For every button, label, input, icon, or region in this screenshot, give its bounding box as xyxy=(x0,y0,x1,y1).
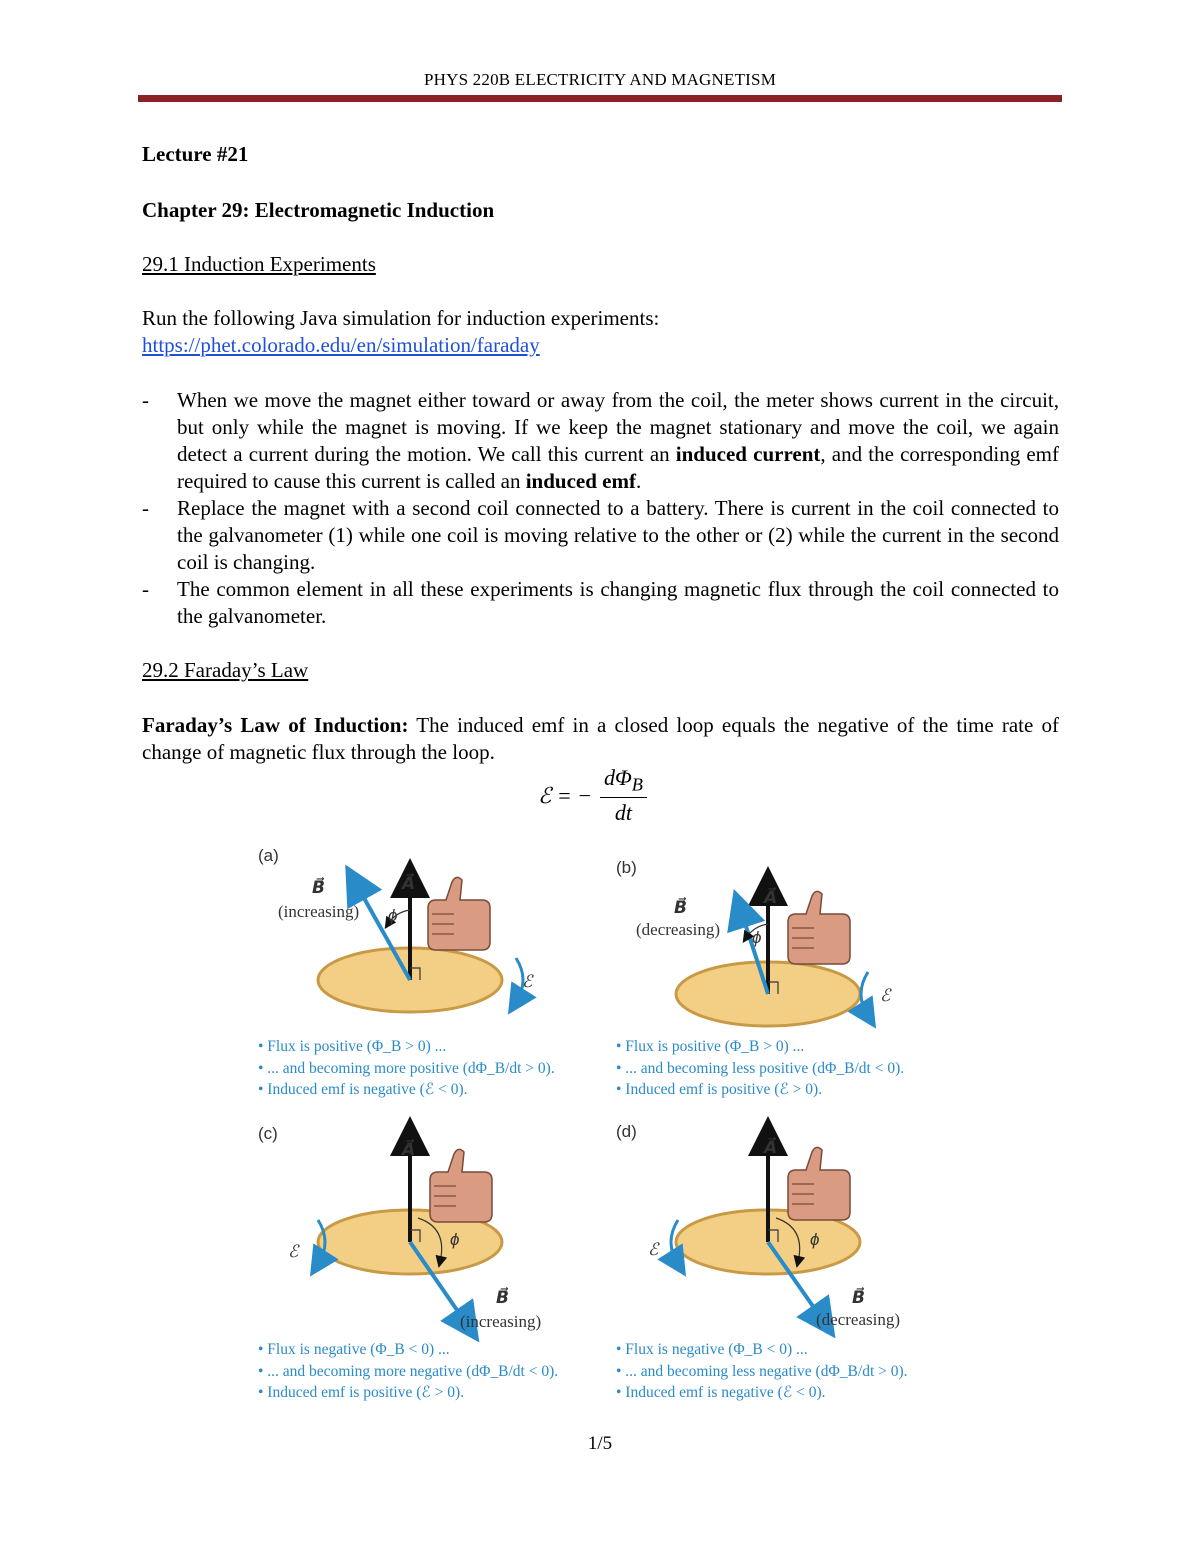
bullet-text: When we move the magnet either toward or away from the coil, the meter shows current in the circuit, but only while the magnet is moving. If we keep the magnet stationary and move the coil, we again detect a current during the motion. We call this current an xyxy=(177,388,1059,466)
caption-block-b xyxy=(616,1036,904,1101)
caption-line: • ... and becoming more positive (dΦ_B/dt > 0). xyxy=(258,1059,555,1077)
emf-direction-arrow xyxy=(861,972,868,1016)
emf-label: ℰ xyxy=(522,972,533,991)
b-state-label: (decreasing) xyxy=(636,920,721,939)
panel-label-b: (b) xyxy=(616,858,637,877)
equation-lhs: ℰ = − xyxy=(538,782,593,808)
term-induced-emf: induced emf xyxy=(525,469,636,493)
caption-line: • Flux is positive (Φ_B > 0) ... xyxy=(258,1038,447,1055)
bullet-dash: - xyxy=(142,388,149,412)
simulation-link[interactable]: https://phet.colorado.edu/en/simulation/faraday xyxy=(142,333,540,357)
equation-denominator: dt xyxy=(614,800,633,826)
a-vector-label: A⃗ xyxy=(402,874,416,893)
bullet-text: . xyxy=(635,469,642,493)
caption-line: • ... and becoming less negative (dΦ_B/dt > 0). xyxy=(616,1362,908,1380)
caption-line: • Flux is negative (Φ_B < 0) ... xyxy=(258,1341,450,1358)
section-heading-2: 29.2 Faraday’s Law xyxy=(142,658,309,682)
b-vector-label: B⃗ xyxy=(852,1288,865,1307)
bullet-item xyxy=(142,495,1059,576)
caption-line: • ... and becoming less positive (dΦ_B/dt < 0). xyxy=(616,1059,905,1077)
bullet-item xyxy=(142,576,1059,630)
a-vector-label: A⃗ xyxy=(764,1138,778,1157)
equation-fraction xyxy=(600,765,647,826)
law-text: The induced emf in a closed loop equals the negative of the time rate of change of magnetic flux through the loop. xyxy=(142,713,1059,764)
running-header: PHYS 220B ELECTRICITY AND MAGNETISM xyxy=(423,70,777,89)
faraday-figure xyxy=(240,840,960,1420)
caption-block-c xyxy=(258,1339,558,1404)
panel-label-a: (a) xyxy=(258,846,279,865)
phi-label: ϕ xyxy=(810,1230,820,1249)
b-vector-label: B⃗ xyxy=(312,878,325,897)
faraday-law-paragraph xyxy=(142,712,1059,766)
faraday-equation xyxy=(538,765,647,826)
chapter-title: Chapter 29: Electromagnetic Induction xyxy=(142,198,495,222)
caption-line: • ... and becoming more negative (dΦ_B/dt < 0). xyxy=(258,1362,559,1380)
caption-line: • Flux is positive (Φ_B > 0) ... xyxy=(616,1038,805,1055)
figure-graphics xyxy=(240,840,960,1420)
emf-label: ℰ xyxy=(880,986,891,1005)
panel-label-c: (c) xyxy=(258,1124,278,1143)
phi-label: ϕ xyxy=(450,1230,460,1249)
bullet-text: Replace the magnet with a second coil connected to a battery. There is current in the coil connected to the galvanometer (1) while one coil is moving relative to the other or (2) while the current in the second coil is changing. xyxy=(177,496,1059,574)
a-vector-label: A⃗ xyxy=(402,1140,416,1159)
b-vector-label: B⃗ xyxy=(496,1288,509,1307)
caption-line: • Induced emf is negative (ℰ < 0). xyxy=(616,1384,826,1401)
section-heading-1: 29.1 Induction Experiments xyxy=(142,252,376,276)
experiment-bullets xyxy=(142,387,1059,630)
header-rule xyxy=(138,95,1062,102)
lecture-title: Lecture #21 xyxy=(142,142,249,166)
bullet-text: , and the corresponding emf required to cause this current is called an xyxy=(177,442,1060,493)
caption-block-d xyxy=(616,1339,908,1404)
panel-label-d: (d) xyxy=(616,1122,637,1141)
b-state-label: (increasing) xyxy=(278,902,360,921)
emf-label: ℰ xyxy=(288,1242,299,1261)
b-state-label: (increasing) xyxy=(460,1312,542,1331)
b-vector-label: B⃗ xyxy=(674,898,687,917)
caption-block-a xyxy=(258,1036,555,1101)
equation-numerator: $d\Phi_B$ xyxy=(600,765,647,798)
caption-line: • Induced emf is positive (ℰ > 0). xyxy=(258,1384,465,1401)
emf-label: ℰ xyxy=(648,1240,659,1259)
equation-subscript: B xyxy=(631,774,643,795)
caption-line: • Induced emf is positive (ℰ > 0). xyxy=(616,1081,823,1098)
caption-line: • Induced emf is negative (ℰ < 0). xyxy=(258,1081,468,1098)
term-induced-current: induced current xyxy=(675,442,821,466)
law-title: Faraday’s Law of Induction: xyxy=(142,713,409,737)
caption-line: • Flux is negative (Φ_B < 0) ... xyxy=(616,1341,808,1358)
phi-label: ϕ xyxy=(752,928,762,947)
a-vector-label: A⃗ xyxy=(764,888,778,907)
bullet-dash: - xyxy=(142,577,149,601)
b-state-label: (decreasing) xyxy=(816,1310,901,1329)
page-number: 1/5 xyxy=(587,1433,613,1454)
bullet-text: The common element in all these experiments is changing magnetic flux through the coil connected to the galvanometer. xyxy=(177,577,1059,628)
bullet-item xyxy=(142,387,1059,495)
phi-label: ϕ xyxy=(388,906,398,925)
bullet-dash: - xyxy=(142,496,149,520)
simulation-intro: Run the following Java simulation for induction experiments: xyxy=(142,306,660,330)
